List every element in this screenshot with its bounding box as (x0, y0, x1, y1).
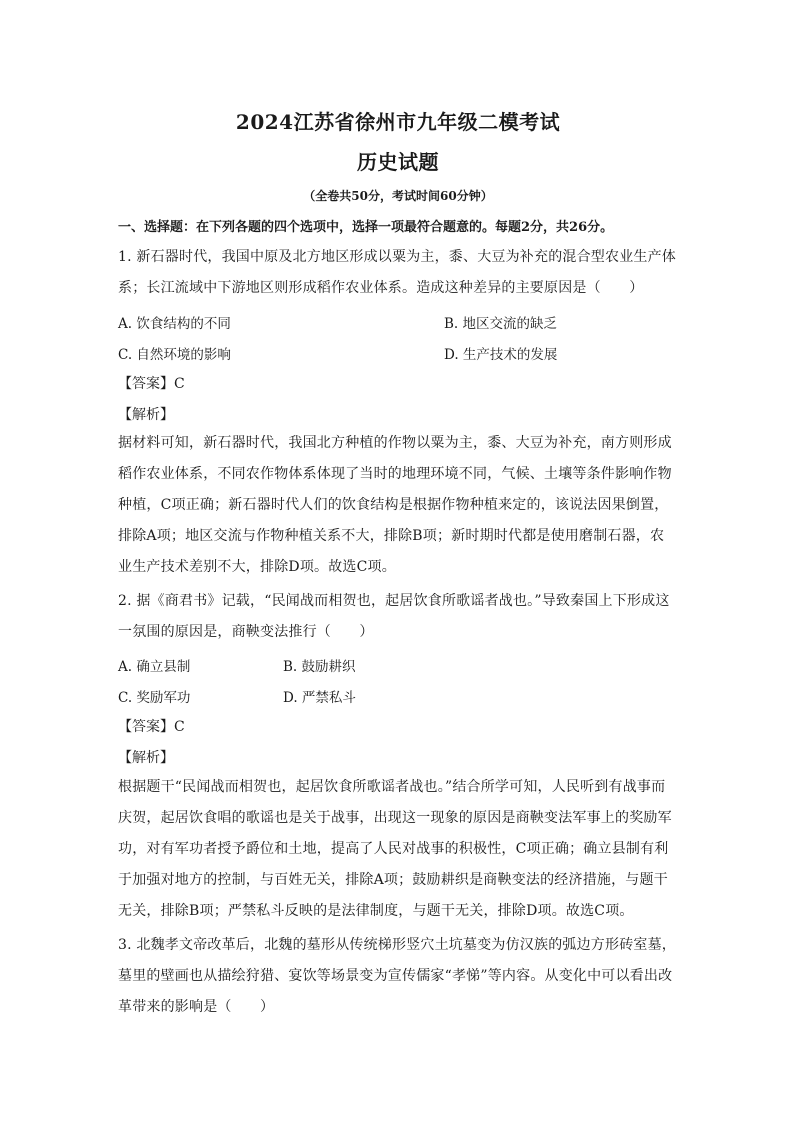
question-1-option-d: D. 生产技术的发展 (444, 347, 558, 363)
question-1-stem: 1. 新石器时代，我国中原及北方地区形成以粟为主，黍、大豆为补充的混合型农业生产体系；长江流域中下游地区则形成稻作农业体系。造成这种差异的主要原因是（ ） (118, 249, 677, 296)
question-2-option-a: A. 确立县制 (118, 659, 191, 675)
question-2-analysis: 根据题干“民闻战而相贺也，起居饮食所歌谣者战也。”结合所学可知，人民听到有战事而庆贺，起居饮食唱的歌谣也是关于战事，出现这一现象的原因是商鞅变法军事上的奖励军功，对有军功者授予爵位和土地，提高了人民对战事的积极性，C项正确；确立县制有利于加强对地方的控制，与百姓无关，排除A项；鼓励耕织是商鞅变法的经济措施，与题干无关，排除B项；严禁私斗反映的是法律制度，与题干无关，排除D项。故选C项。 (118, 779, 672, 919)
question-2-stem: 2. 据《商君书》记载，“民闻战而相贺也，起居饮食所歌谣者战也。”导致秦国上下形成这一氛围的原因是，商鞅变法推行（ ） (118, 593, 670, 640)
question-1-analysis-label: 【解析】 (118, 407, 174, 423)
question-1-option-b: B. 地区交流的缺乏 (444, 316, 558, 332)
question-2-option-d: D. 严禁私斗 (283, 690, 356, 706)
question-2-option-b: B. 鼓励耕织 (283, 659, 356, 675)
question-1-analysis: 据材料可知，新石器时代，我国北方种植的作物以粟为主，黍、大豆为补充，南方则形成稻作农业体系，不同农作物体系体现了当时的地理环境不同，气候、土壤等条件影响作物种植，C项正确；新石器时代人们的饮食结构是根据作物种植来定的，该说法因果倒置，排除A项；地区交流与作物种植关系不大，排除B项；新时期时代都是使用磨制石器，农业生产技术差别不大，排除D项。故选C项。 (118, 435, 672, 575)
exam-page (118, 0, 678, 1123)
question-2-option-c: C. 奖励军功 (118, 690, 191, 706)
question-1-option-a: A. 饮食结构的不同 (118, 316, 231, 332)
question-1-option-c: C. 自然环境的影响 (118, 347, 231, 363)
question-2-analysis-label: 【解析】 (118, 750, 174, 766)
section-heading: 一、选择题：在下列各题的四个选项中，选择一项最符合题意的。每题2分，共26分。 (118, 220, 614, 235)
exam-subject: 历史试题 (357, 150, 439, 174)
question-1-answer: 【答案】C (118, 376, 185, 392)
question-3-stem: 3. 北魏孝文帝改革后，北魏的墓形从传统梯形竖穴土坑墓变为仿汉族的弧边方形砖室墓，墓里的壁画也从描绘狩猎、宴饮等场景变为宣传儒家“孝悌”等内容。从变化中可以看出改革带来的影响是（ ） (118, 937, 677, 1015)
exam-title: 2024江苏省徐州市九年级二模考试 (235, 110, 561, 134)
question-2-answer: 【答案】C (118, 719, 185, 735)
exam-note: （全卷共50分，考试时间60分钟） (303, 189, 493, 203)
